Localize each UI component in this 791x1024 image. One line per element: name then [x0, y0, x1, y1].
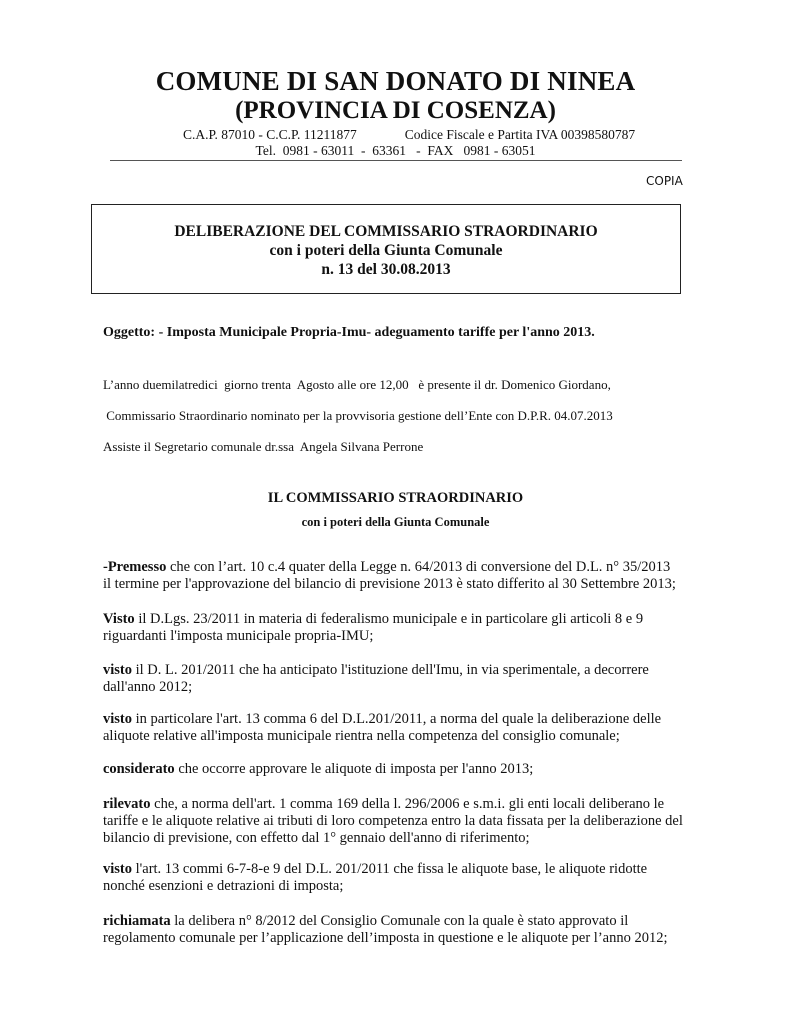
paragraph-line [103, 679, 693, 696]
paragraph-text: che, a norma dell'art. 1 comma 169 della l. 296/2006 e s.m.i. gli enti locali deliberano le [150, 796, 665, 812]
deliberation-number: n. 13 del 30.08.2013 [321, 261, 451, 278]
cap-ccp-text: C.A.P. 87010 - C.C.P. 11211877 [183, 127, 357, 142]
paragraph-line [103, 611, 693, 628]
body-paragraph [103, 861, 693, 895]
paragraph-line [103, 576, 693, 593]
paragraph-line [103, 813, 693, 830]
paragraph-text: il termine per l'approvazione del bilancio di previsione 2013 è stato differito al 30 Settembre 2013; [103, 576, 676, 592]
paragraph-text: l'art. 13 commi 6-7-8-e 9 del D.L. 201/2011 che fissa le aliquote base, le aliquote ridotte [132, 861, 648, 877]
paragraph-text: la delibera n° 8/2012 del Consiglio Comunale con la quale è stato approvato il [170, 913, 629, 929]
copy-label: COPIA [646, 174, 683, 188]
subject-line: Oggetto: - Imposta Municipale Propria-Imu- adeguamento tariffe per l'anno 2013. [103, 325, 595, 340]
header-codes [183, 127, 635, 143]
body-paragraph [103, 761, 693, 778]
intro-line-1: L’anno duemilatredici giorno trenta Agosto alle ore 12,00 è presente il dr. Domenico Giordano, [103, 377, 611, 392]
paragraph-lead: rilevato [103, 796, 151, 812]
paragraph-line [103, 796, 693, 813]
paragraph-line [103, 662, 693, 679]
deliberation-powers: con i poteri della Giunta Comunale [269, 242, 503, 259]
paragraph-line [103, 878, 693, 895]
paragraph-lead: considerato [103, 761, 175, 777]
province-title: (PROVINCIA DI COSENZA) [235, 97, 556, 124]
section-heading: IL COMMISSARIO STRAORDINARIO [267, 490, 524, 506]
intro-line-3: Assiste il Segretario comunale dr.ssa Angela Silvana Perrone [103, 439, 424, 454]
paragraph-text: regolamento comunale per l’applicazione dell’imposta in questione e le aliquote per l’anno 2012; [103, 930, 668, 946]
paragraph-text: bilancio di previsione, con effetto dal 1° gennaio dell'anno di riferimento; [103, 830, 530, 846]
paragraph-lead: Visto [103, 611, 135, 627]
paragraph-lead: richiamata [103, 913, 171, 929]
section-subheading: con i poteri della Giunta Comunale [301, 515, 490, 529]
paragraph-line [103, 728, 693, 745]
paragraph-line [103, 830, 693, 847]
body-paragraph [103, 611, 693, 645]
paragraph-text: aliquote relative all'imposta municipale rientra nella competenza del consiglio comunale; [103, 728, 620, 744]
paragraph-line [103, 913, 693, 930]
deliberation-box [91, 204, 681, 294]
body-paragraph [103, 662, 693, 696]
body-paragraph [103, 559, 693, 593]
paragraph-line [103, 711, 693, 728]
paragraph-text: che occorre approvare le aliquote di imposta per l'anno 2013; [174, 761, 534, 777]
paragraph-line [103, 761, 693, 778]
body-paragraph [103, 796, 693, 847]
body-paragraph [103, 711, 693, 745]
contacts-text: Tel. 0981 - 63011 - 63361 - FAX 0981 - 63051 [255, 143, 536, 158]
paragraph-line [103, 930, 693, 947]
paragraph-line [103, 559, 693, 576]
paragraph-text: nonché esenzioni e detrazioni di imposta; [103, 878, 344, 894]
paragraph-text: il D. L. 201/2011 che ha anticipato l'istituzione dell'Imu, in via sperimentale, a decorrere [132, 662, 649, 678]
paragraph-text: che con l’art. 10 c.4 quater della Legge n. 64/2013 di conversione del D.L. n° 35/2013 [166, 559, 671, 575]
deliberation-title: DELIBERAZIONE DEL COMMISSARIO STRAORDINARIO [174, 223, 598, 240]
municipality-title: COMUNE DI SAN DONATO DI NINEA [155, 66, 636, 96]
paragraph-text: dall'anno 2012; [103, 679, 193, 695]
fiscal-code-text: Codice Fiscale e Partita IVA 00398580787 [404, 127, 636, 142]
body-paragraph [103, 913, 693, 947]
paragraph-lead: -Premesso [103, 559, 167, 575]
paragraph-line [103, 628, 693, 645]
paragraph-lead: visto [103, 711, 132, 727]
paragraph-lead: visto [103, 861, 132, 877]
intro-line-2: Commissario Straordinario nominato per la provvisoria gestione dell’Ente con D.P.R. 04.07.2013 [103, 408, 613, 423]
paragraph-text: riguardanti l'imposta municipale propria-IMU; [103, 628, 374, 644]
header-divider [110, 160, 682, 161]
paragraph-text: tariffe e le aliquote relative ai tributi di loro competenza entro la data fissata per la deliberazione del [103, 813, 683, 829]
paragraph-lead: visto [103, 662, 132, 678]
paragraph-text: il D.Lgs. 23/2011 in materia di federalismo municipale e in particolare gli articoli 8 e 9 [134, 611, 644, 627]
paragraph-line [103, 861, 693, 878]
paragraph-text: in particolare l'art. 13 comma 6 del D.L.201/2011, a norma del quale la deliberazione delle [132, 711, 662, 727]
